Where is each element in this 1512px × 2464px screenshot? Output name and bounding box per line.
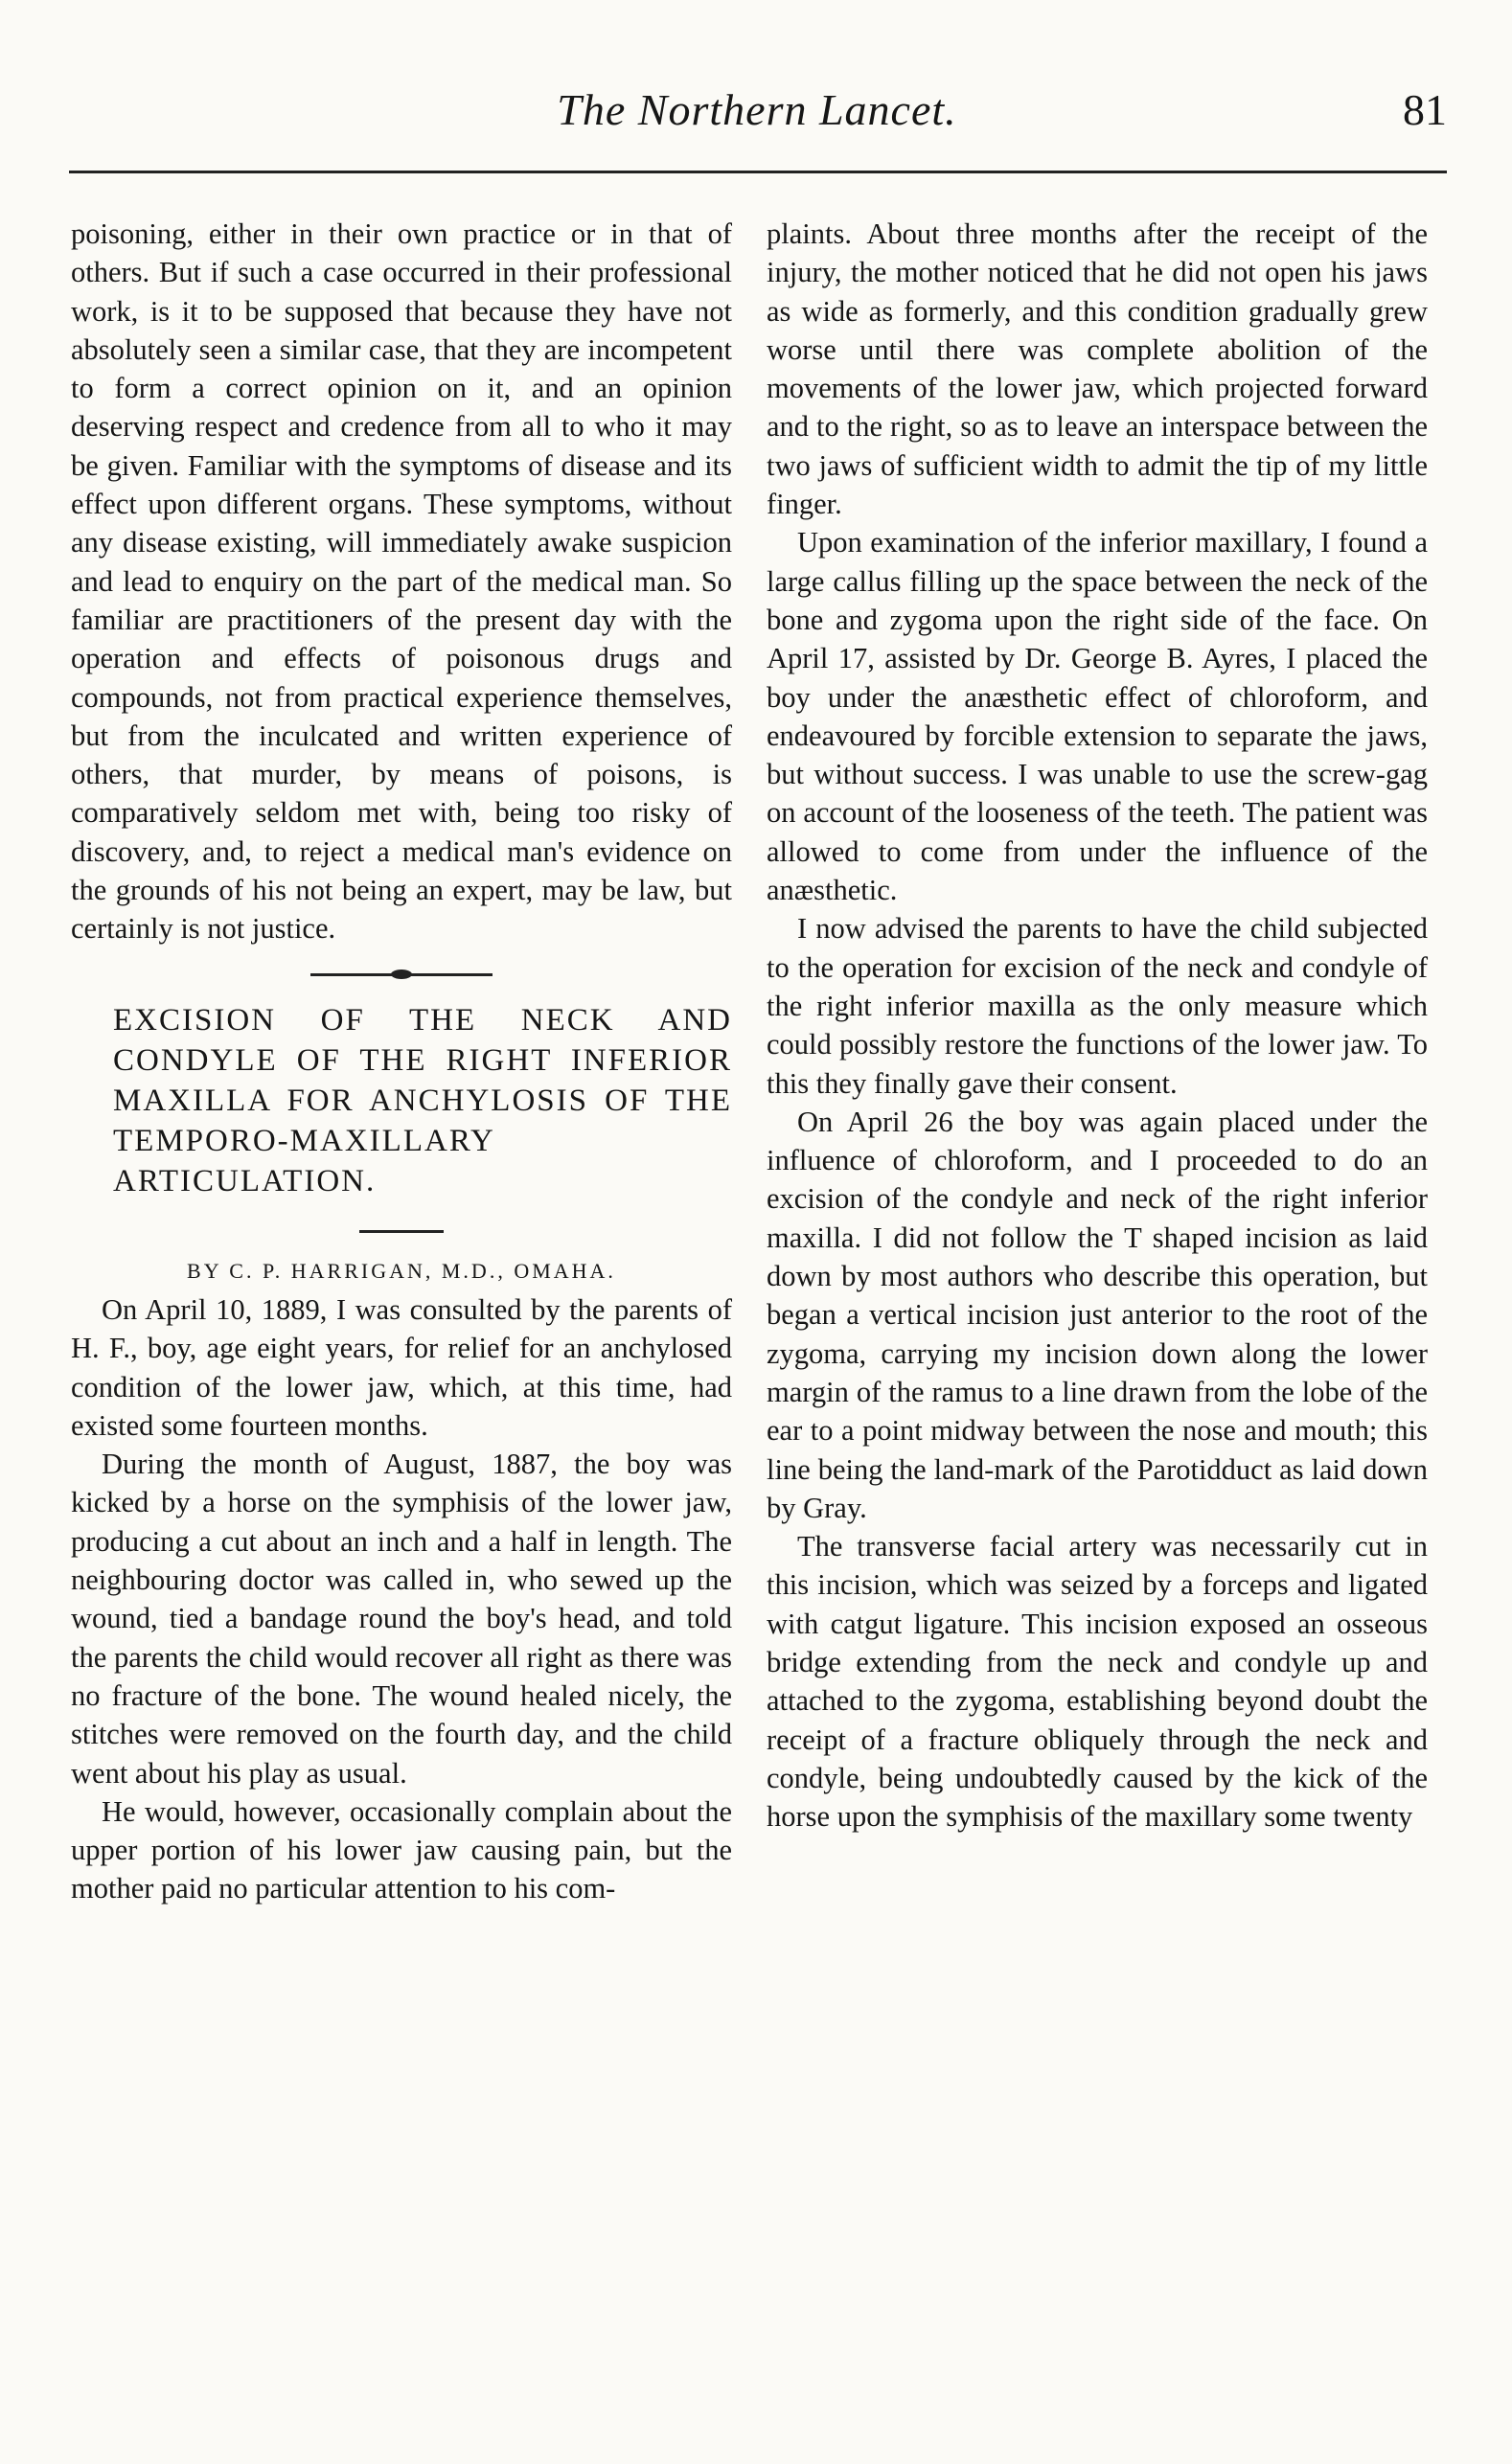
title-rule bbox=[359, 1230, 444, 1233]
left-column bbox=[71, 215, 732, 1908]
continued-paragraph: poisoning, either in their own practice or in that of others. But if such a case occurred in their professional work, is it to be supposed that because they have not absolutely seen a similar case, that they are incompetent to form a correct opinion on it, and an opinion deserving respect and credence from all to who it may be given. Familiar with the symptoms of disease and its effect upon different organs. These symptoms, without any disease existing, will immediately awake suspicion and lead to enquiry on the part of the medical man. So familiar are practitioners of the present day with the operation and effects of poisonous drugs and compounds, not from practical experience themselves, but from the inculcated and written experience of others, that murder, by means of poisons, is comparatively seldom met with, being too risky of discovery, and, to reject a medical man's evidence on the grounds of his not being an expert, may be law, but certainly is not justice. bbox=[71, 217, 732, 946]
article-paragraph: plaints. About three months after the receipt of the injury, the mother noticed that he did not open his jaws as wide as formerly, and this condition gradually grew worse until there was complete abolition of the movements of the lower jaw, which projected forward and to the right, so as to leave an interspace between the two jaws of sufficient width to admit the tip of my little finger. bbox=[767, 217, 1428, 521]
article-paragraph: He would, however, occasionally complain about the upper portion of his lower jaw causing pain, but the mother paid no particular attention to his com- bbox=[71, 1794, 732, 1905]
article-paragraph: On April 10, 1889, I was consulted by the parents of H. F., boy, age eight years, for relief for an anchylosed condition of the lower jaw, which, at this time, had existed some fourteen months. bbox=[71, 1292, 732, 1442]
article-paragraph: Upon examination of the inferior maxillary, I found a large callus filling up the space between the neck of the bone and zygoma upon the right side of the face. On April 17, assisted by Dr. George B. Ayres, I placed the boy under the anæsthetic effect of chloroform, and endeavoured by forcible extension to separate the jaws, but without success. I was unable to use the screw-gag on account of the looseness of the teeth. The patient was allowed to come from under the influence of the anæsthetic. bbox=[767, 526, 1428, 907]
running-header bbox=[67, 84, 1447, 151]
journal-title: The Northern Lancet. bbox=[557, 85, 957, 134]
article-paragraph: I now advised the parents to have the child subjected to the operation for excision of the neck and condyle of the right inferior maxilla as the only measure which could possibly restore the functions of the lower jaw. To this they finally gave their consent. bbox=[767, 912, 1428, 1100]
right-column bbox=[767, 215, 1428, 1836]
article-paragraph: The transverse facial artery was necessarily cut in this incision, which was seized by a forceps and ligated with catgut ligature. This incision exposed an osseous bridge extending from the neck and condyle up and attached to the zygoma, establishing beyond doubt the receipt of a fracture obliquely through the neck and condyle, being undoubtedly caused by the kick of the horse upon the symphisis of the maxillary some twenty bbox=[767, 1530, 1428, 1834]
article-title: EXCISION OF THE NECK AND CONDYLE OF THE RIGHT INFERIOR MAXILLA FOR ANCHYLOSIS OF THE TEMPORO-MAXILLARY ARTICULATION. bbox=[113, 1002, 732, 1198]
page-number: 81 bbox=[1403, 85, 1447, 134]
byline: BY C. P. HARRIGAN, M.D., OMAHA. bbox=[187, 1258, 616, 1283]
article-paragraph: During the month of August, 1887, the boy was kicked by a horse on the symphisis of the lower jaw, producing a cut about an inch and a half in length. The neighbouring doctor was called in, who sewed up the wound, tied a bandage round the boy's head, and told the parents the child would recover all right as there was no fracture of the bone. The wound healed nicely, the stitches were removed on the fourth day, and the child went about his play as usual. bbox=[71, 1448, 732, 1790]
section-ornament bbox=[310, 970, 493, 979]
header-rule bbox=[69, 171, 1447, 173]
article-paragraph: On April 26 the boy was again placed under the influence of chloroform, and I proceeded to do an excision of the condyle and neck of the right inferior maxilla. I did not follow the T shaped incision as laid down by most authors who describe this operation, but began a vertical incision just anterior to the root of the zygoma, carrying my incision down along the lower margin of the ramus to a line drawn from the lobe of the ear to a point midway between the nose and mouth; this line being the land-mark of the Parotidduct as laid down by Gray. bbox=[767, 1105, 1428, 1524]
